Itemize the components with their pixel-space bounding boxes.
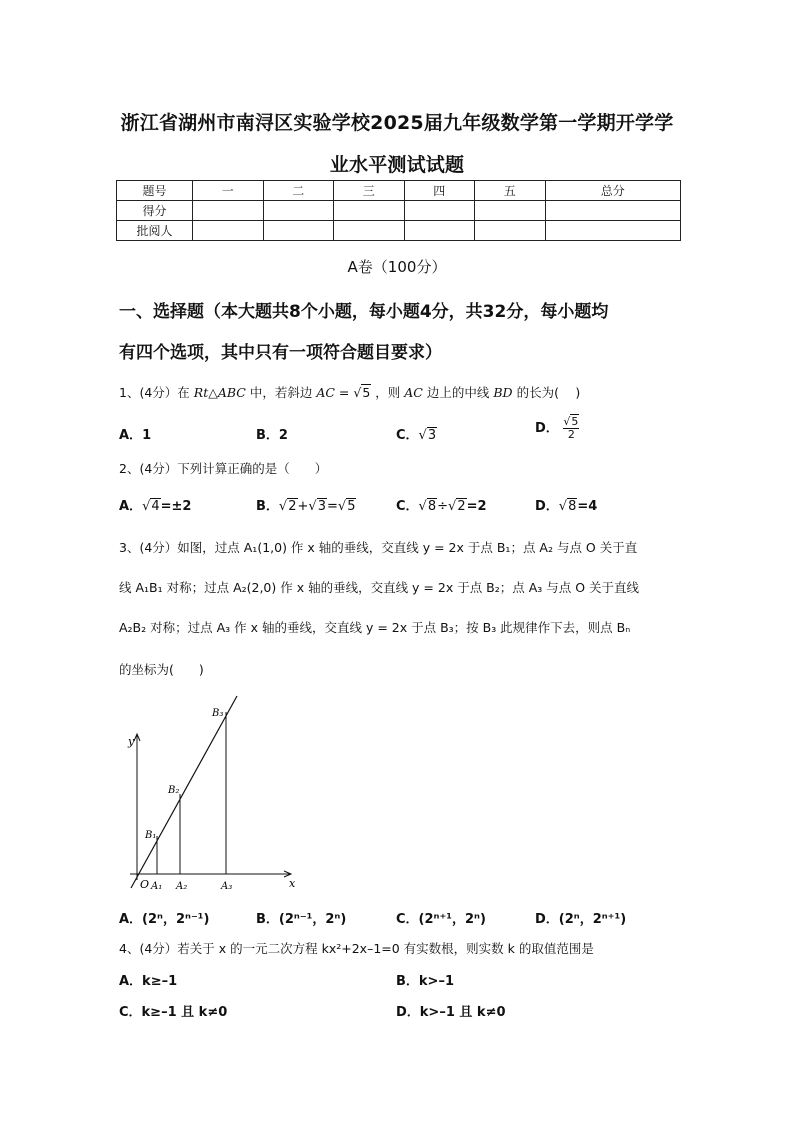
q2-option-a[interactable]: A．√4=±2 — [119, 499, 192, 514]
table-cell: 二 — [263, 181, 334, 201]
q1-stem: 1、(4分）在 Rt△ABC 中，若斜边 AC = √5 ，则 AC 边上的中线 BD 的长为( ) — [119, 385, 581, 400]
table-cell — [193, 201, 264, 221]
label-a1: A₁ — [151, 881, 163, 892]
table-cell — [475, 201, 546, 221]
table-cell — [193, 221, 264, 241]
table-cell: 五 — [475, 181, 546, 201]
label-b3: B₃ — [212, 708, 224, 719]
score-table — [116, 180, 681, 241]
table-cell — [545, 221, 681, 241]
page-title-line2: 业水平测试试题 — [329, 154, 465, 176]
q3-option-b[interactable]: B．(2ⁿ⁻¹，2ⁿ) — [256, 912, 347, 927]
q3-option-d[interactable]: D．(2ⁿ，2ⁿ⁺¹) — [535, 912, 627, 927]
label-a2: A₂ — [176, 881, 188, 892]
table-cell: 题号 — [117, 181, 193, 201]
table-cell: 一 — [193, 181, 264, 201]
section-a-heading: A卷（100分） — [347, 258, 447, 276]
table-cell — [545, 201, 681, 221]
q4-option-c[interactable]: C．k≥–1 且 k≠0 — [119, 1005, 228, 1020]
part1-heading-line1: 一、选择题（本大题共8个小题，每小题4分，共32分，每小题均 — [119, 302, 609, 322]
table-cell — [404, 221, 475, 241]
q3-figure — [115, 690, 315, 895]
table-cell — [404, 201, 475, 221]
table-cell: 四 — [404, 181, 475, 201]
q2-option-c[interactable]: C．√8÷√2=2 — [396, 499, 487, 514]
q1-option-d[interactable]: D． $\frac{√5}{2}$ — [535, 415, 579, 441]
q4-option-a[interactable]: A．k≥–1 — [119, 974, 178, 989]
score-table-header-row — [117, 181, 681, 201]
table-cell: 总分 — [545, 181, 681, 201]
q2-option-b[interactable]: B．√2+√3=√5 — [256, 499, 356, 514]
part1-heading-line2: 有四个选项，其中只有一项符合题目要求） — [119, 343, 442, 363]
label-o: O — [140, 878, 150, 891]
q1-option-b[interactable]: B．2 — [256, 428, 288, 443]
table-cell — [263, 221, 334, 241]
table-cell — [334, 221, 405, 241]
page-title-line1: 浙江省湖州市南浔区实验学校2025届九年级数学第一学期开学学 — [120, 112, 674, 134]
q3-option-c[interactable]: C．(2ⁿ⁺¹，2ⁿ) — [396, 912, 486, 927]
q2-option-d[interactable]: D．√8=4 — [535, 499, 598, 514]
label-b2: B₂ — [168, 785, 180, 796]
q1-option-a[interactable]: A．1 — [119, 428, 152, 443]
q2-stem: 2、(4分）下列计算正确的是（ ） — [119, 461, 328, 476]
line-y-2x — [131, 696, 237, 888]
table-cell: 批阅人 — [117, 221, 193, 241]
table-cell: 三 — [334, 181, 405, 201]
label-a3: A₃ — [221, 881, 233, 892]
q1-option-c[interactable]: C．√3 — [396, 428, 437, 443]
score-table-row — [117, 201, 681, 221]
table-cell — [263, 201, 334, 221]
table-cell — [334, 201, 405, 221]
q3-stem-line1: 3、(4分）如图，过点 A₁(1,0) 作 x 轴的垂线，交直线 y = 2x 于点 B₁；点 A₂ 与点 O 关于直 — [119, 540, 638, 555]
table-cell: 得分 — [117, 201, 193, 221]
table-cell — [475, 221, 546, 241]
q3-stem-line2: 线 A₁B₁ 对称；过点 A₂(2,0) 作 x 轴的垂线，交直线 y = 2x 于点 B₂；点 A₃ 与点 O 关于直线 — [119, 580, 640, 595]
q3-stem-line4: 的坐标为( ) — [119, 662, 204, 677]
score-table-row — [117, 221, 681, 241]
q4-option-b[interactable]: B．k>–1 — [396, 974, 454, 989]
q4-stem: 4、(4分）若关于 x 的一元二次方程 kx²+2x–1=0 有实数根，则实数 k 的取值范围是 — [119, 941, 594, 956]
label-x: x — [289, 877, 296, 890]
label-y: y — [128, 735, 135, 748]
q3-stem-line3: A₂B₂ 对称；过点 A₃ 作 x 轴的垂线，交直线 y = 2x 于点 B₃；按 B₃ 此规律作下去，则点 Bₙ — [119, 620, 631, 635]
q3-option-a[interactable]: A．(2ⁿ，2ⁿ⁻¹) — [119, 912, 210, 927]
q4-option-d[interactable]: D．k>–1 且 k≠0 — [396, 1005, 506, 1020]
label-b1: B₁ — [145, 830, 157, 841]
